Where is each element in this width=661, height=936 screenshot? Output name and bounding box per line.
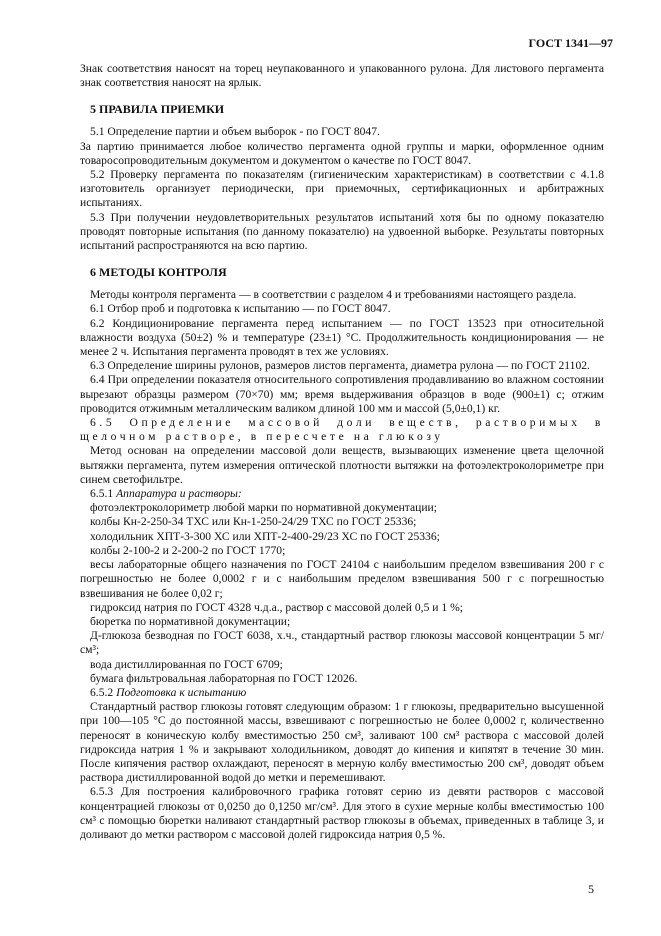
paragraph-6-intro: Методы контроля пергамента — в соответствии с разделом 4 и требованиями настоящего раздела. — [90, 288, 577, 302]
section-5-title: 5 ПРАВИЛА ПРИЕМКИ — [90, 102, 225, 117]
paragraph-6-4: 6.4 При определении показателя относительного сопротивления продавливанию во влажном состоянии вырезают образцы размером (70×70) мм; время выдерживания образцов в воде (900±1) с; отжим проводится отжимным металлическим валиком длиной 100 мм и массой (5,0±0,1) кг. — [80, 373, 604, 415]
list-item: фотоэлектроколориметр любой марки по нормативной документации; — [90, 501, 437, 515]
list-item: гидроксид натрия по ГОСТ 4328 ч.д.а., раствор с массовой долей 0,5 и 1 %; — [90, 600, 463, 614]
list-item: колбы Кн-2-250-34 ТХС или Кн-1-250-24/29 ТХС по ГОСТ 25336; — [90, 515, 417, 529]
section-6-title: 6 МЕТОДЫ КОНТРОЛЯ — [90, 265, 227, 280]
clause-title: Подготовка к испытанию — [116, 685, 247, 699]
list-item: холодильник ХПТ-3-300 ХС или ХПТ-2-400-29/23 ХС по ГОСТ 25336; — [90, 529, 440, 543]
paragraph-5-3: 5.3 При получении неудовлетворительных результатов испытаний хотя бы по одному показателю проводят повторные испытания (по данному показателю) на удвоенной выборке. Результаты повторных испытаний распространяются на всю партию. — [80, 210, 604, 253]
list-item: колбы 2-100-2 и 2-200-2 по ГОСТ 1770; — [90, 543, 286, 557]
paragraph-marking: Знак соответствия наносят на торец неупакованного и упакованного рулона. Для листового пергамента знак соответствия наносят на ярлык. — [80, 62, 604, 90]
list-item: весы лабораторные общего назначения по ГОСТ 24104 с наибольшим пределом взвешивания 200 г с погрешностью не более 0,0002 г и с наибольшим пределом взвешивания 500 г с погрешностью взвешивания не более 0,02 г; — [80, 558, 604, 600]
equipment-list — [80, 501, 604, 686]
clause-number: 6.5.1 — [90, 487, 114, 501]
clause-title: Аппаратура и растворы: — [116, 487, 242, 501]
page-header: ГОСТ 1341—97 — [528, 36, 613, 50]
paragraph-6-3: 6.3 Определение ширины рулонов, размеров листов пергамента, диаметра рулона — по ГОСТ 21102. — [90, 359, 590, 373]
paragraph-6-1: 6.1 Отбор проб и подготовка к испытанию — по ГОСТ 8047. — [90, 302, 391, 316]
list-item: вода дистиллированная по ГОСТ 6709; — [90, 657, 283, 671]
paragraph-standard-solution: Стандартный раствор глюкозы готовят следующим образом: 1 г глюкозы, предварительно высушенной при 100—105 °С до постоянной массы, взвешивают с погрешностью не более 0,0002 г, количественно переносят в коническую колбу вместимостью 250 см³, заливают 100 см³ раствора с массовой долей гидроксида натрия 1 % и закрывают холодильником, доводят до кипения и кипятят в течение 30 мин. После кипячения раствор охлаждают, переносят в мерную колбу вместимостью 200 см³, доводят объем раствора дистиллированной водой до метки и перемешивают. — [80, 700, 604, 785]
page-number: 5 — [588, 882, 594, 896]
list-item: Д-глюкоза безводная по ГОСТ 6038, х.ч., стандартный раствор глюкозы массовой концентрации 5 мг/см³; — [80, 629, 604, 657]
paragraph-5-1-lot: За партию принимается любое количество пергамента одной группы и марки, оформленное одним товаросопроводительным документом и документом о качестве по ГОСТ 8047. — [80, 139, 604, 167]
document-body — [80, 62, 604, 842]
paragraph-5-1: 5.1 Определение партии и объем выборок - по ГОСТ 8047. — [90, 125, 380, 139]
paragraph-6-5-2 — [80, 686, 604, 700]
clause-number: 6.5.2 — [90, 685, 114, 699]
paragraph-6-5-1 — [80, 487, 604, 501]
list-item: бумага фильтровальная лабораторная по ГОСТ 12026. — [90, 671, 358, 685]
list-item: бюретка по нормативной документации; — [90, 614, 291, 628]
paragraph-5-2: 5.2 Проверку пергамента по показателям (гигиеническим характеристикам) в соответствии с 4.1.8 изготовитель организует периодически, при приемочных, сертификационных и арбитражных испытаниях. — [80, 168, 604, 210]
paragraph-6-2: 6.2 Кондиционирование пергамента перед испытанием — по ГОСТ 13523 при относительной влажности воздуха (50±2) % и температуре (23±1) °С. Продолжительность кондиционирования — не менее 2 ч. Испытания пергамента проводят в тех же условиях. — [80, 316, 604, 359]
paragraph-6-5-method: Метод основан на определении массовой доли веществ, вызывающих изменение цвета щелочной вытяжки пергамента, путем измерения оптической плотности вытяжки на фотоэлектроколориметре при синем светофильтре. — [80, 444, 604, 486]
paragraph-6-5-heading: 6.5 Определение массовой доли веществ, растворимых в щелочном растворе, в пересчете на глюкозу — [80, 416, 604, 444]
paragraph-6-5-3: 6.5.3 Для построения калибровочного графика готовят серию из девяти растворов с массовой концентрацией глюкозы от 0,0250 до 0,1250 мг/см³. Для этого в сухие мерные колбы вместимостью 100 см³ с помощью бюретки наливают стандартный раствор глюкозы в объемах, приведенных в таблице 3, и доливают до метки раствором с массовой долей гидроксида натрия 0,5 %. — [80, 785, 604, 841]
